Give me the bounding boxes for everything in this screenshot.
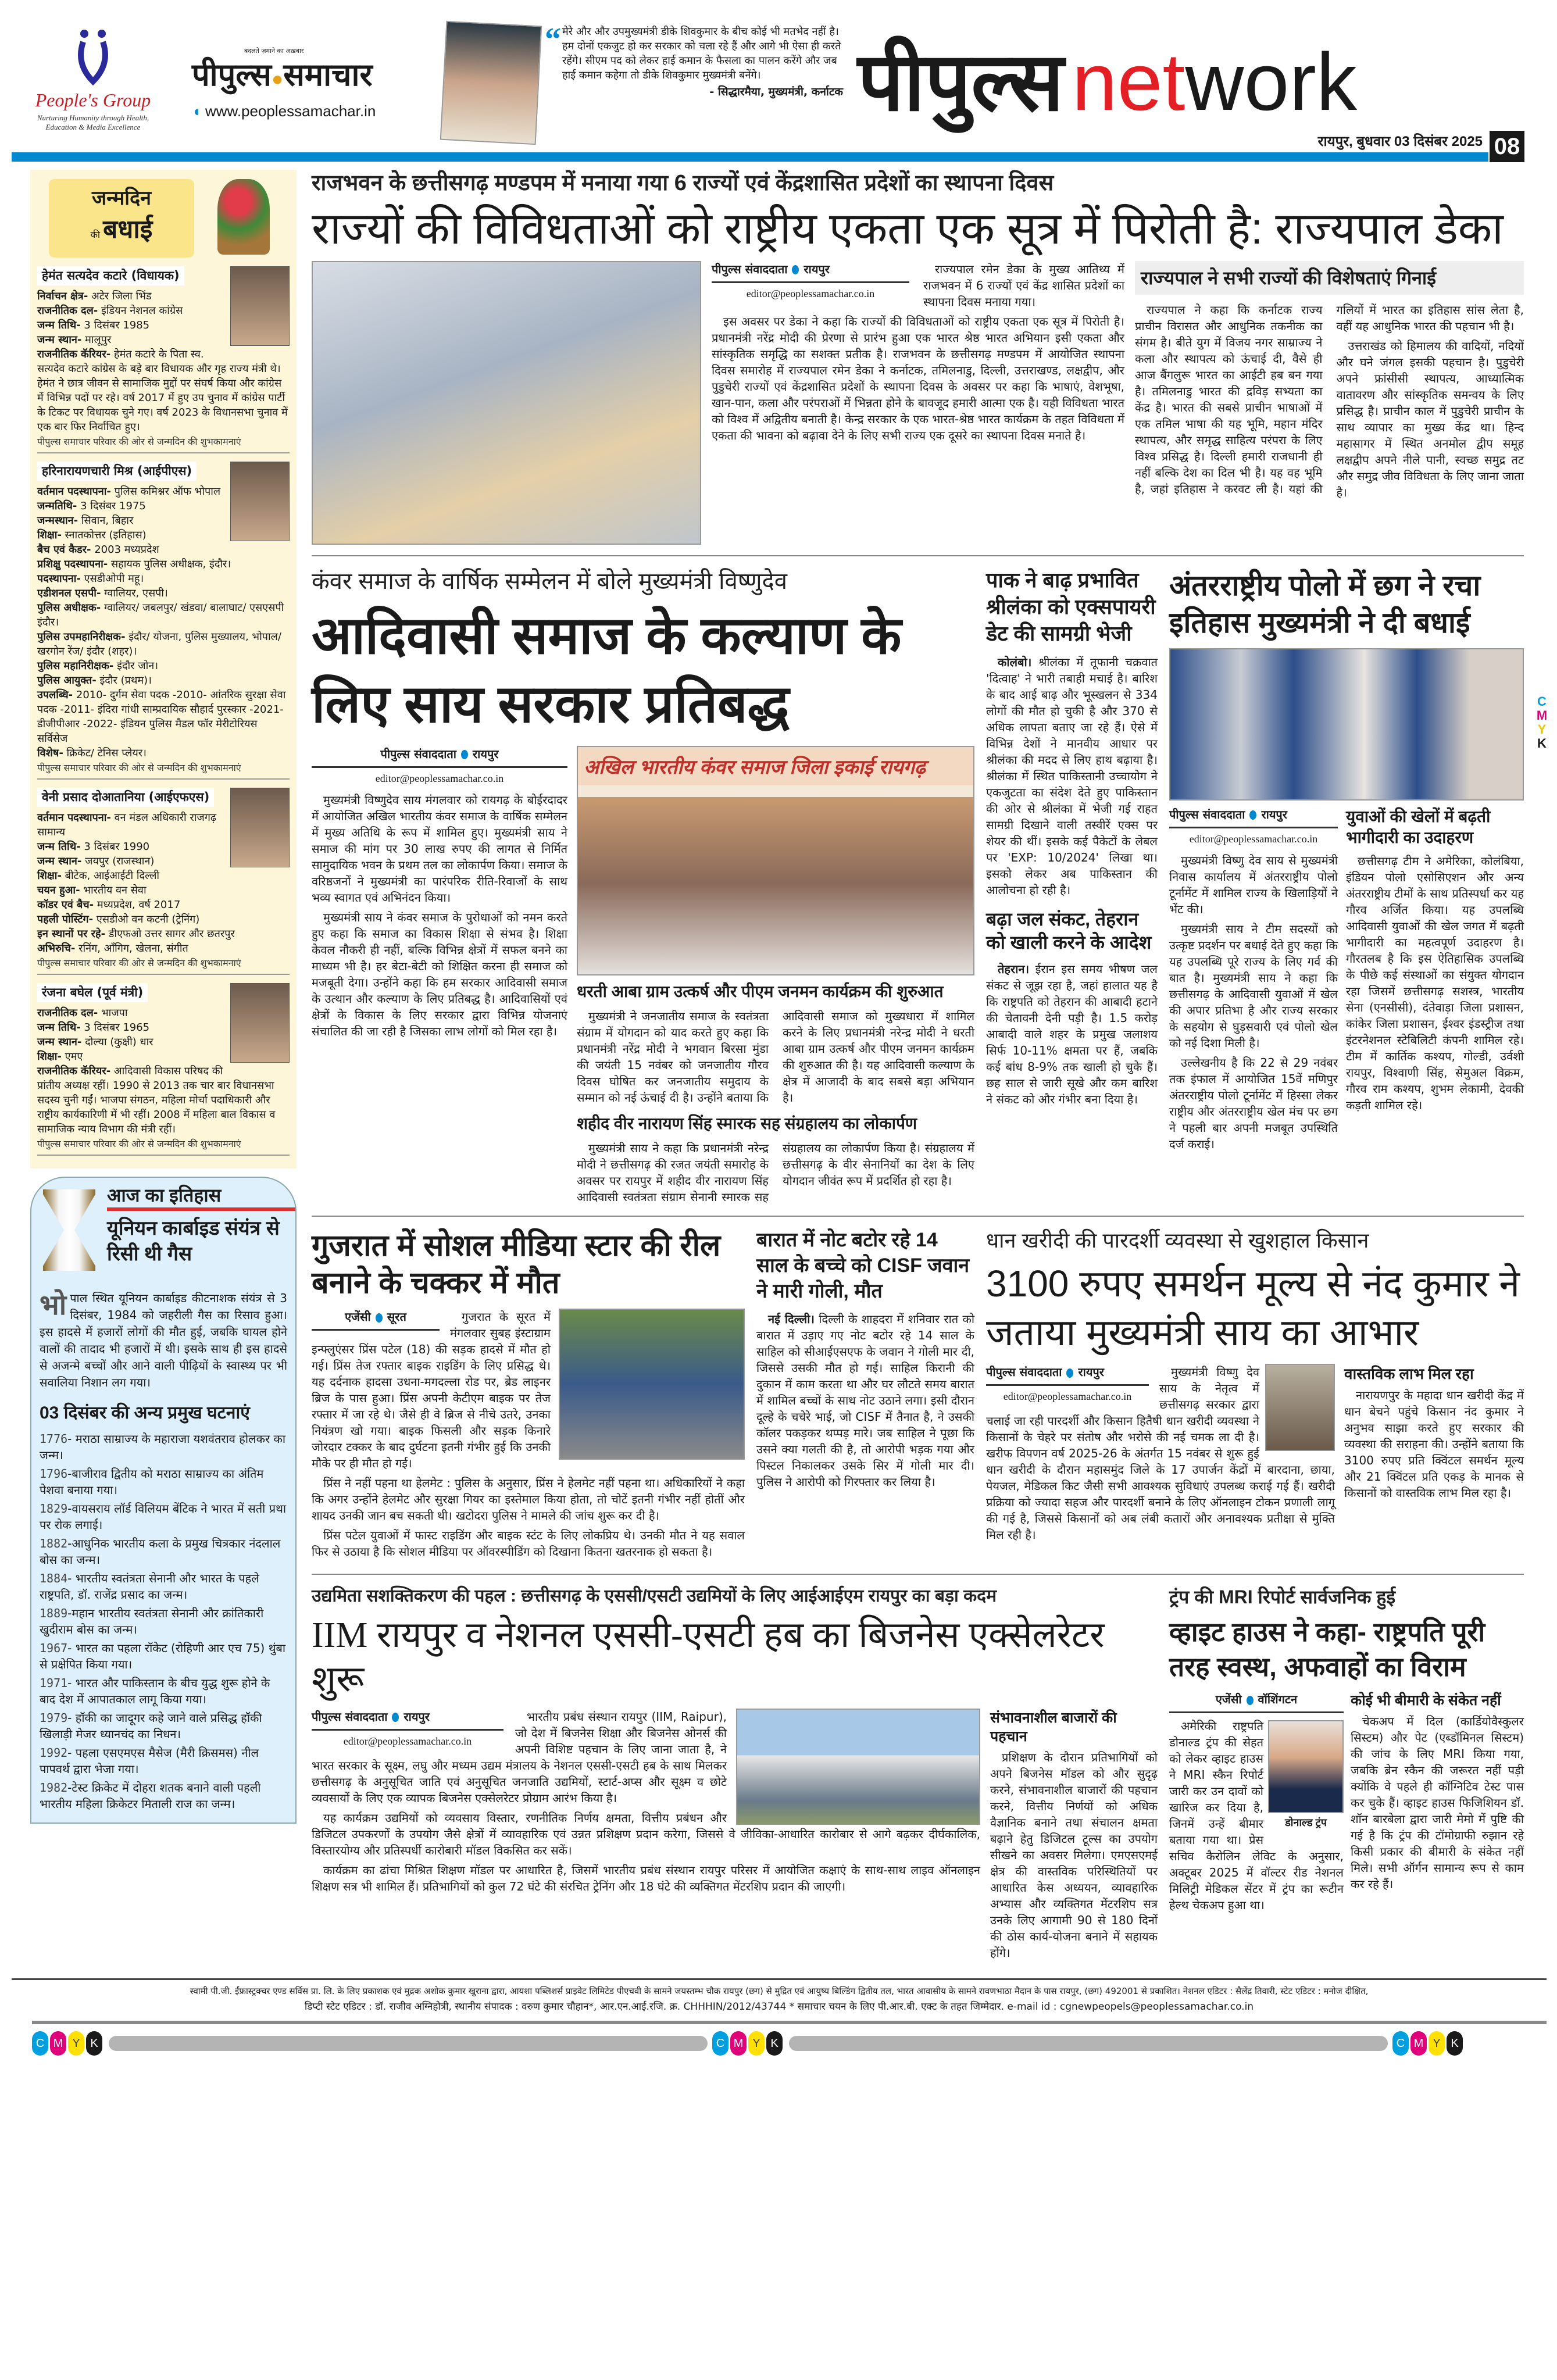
trump-headline: व्हाइट हाउस ने कहा- राष्ट्रपति पूरी तरह स्वस्थ, अफवाहों का विराम xyxy=(1169,1617,1485,1682)
story2-sub1-title: धरती आबा ग्राम उत्कर्ष और पीएम जनमन कार्यक्रम की शुरुआत xyxy=(577,982,944,1000)
water-headline: बढ़ा जल संकट, तेहरान को खाली करने के आदेश xyxy=(986,908,1152,953)
water-body xyxy=(986,961,1158,1107)
portrait-photo xyxy=(230,983,290,1063)
birthday-detail: जन्म तिथि- 3 दिसंबर 1990 xyxy=(37,841,150,853)
event-text: -महान भारतीय स्वतंत्रता सेनानी और क्रांतिकारी खुदीराम बोस का जन्म। xyxy=(40,1606,264,1636)
iim-kicker: उद्यमिता सशक्तिकरण की पहल : छत्तीसगढ़ के एससी/एसटी उद्यमियों के लिए आईआईएम रायपुर का बड़ा कदम xyxy=(312,1586,997,1606)
footer xyxy=(12,1978,1547,2060)
paragraph: मुख्यमंत्री साय ने टीम सदस्यों को उत्कृष्ट प्रदर्शन पर बधाई देते हुए कहा कि यह उपलब्धि पूरे राज्य के लिए गर्व की बात है। मुख्यमंत्री साय ने कहा कि छत्तीसगढ़ के आदिवासी युवाओं में खेल की अपार प्रतिभा है और राज्य सरकार के सहयोग से घुड़सवारी एवं पोलो खेल को नई दिशा मिली है। xyxy=(1169,921,1338,1050)
website-bullet-icon: ◖ xyxy=(192,102,205,120)
birthday-detail: राजनीतिक कॅरियर- आदिवासी विकास परिषद की प्रांतीय अध्यक्ष रहीं। 1990 से 2013 तक चार बार विधानसभा सदस्य चुनी गईं। भाजपा संगठन, महिला मोर्चा पदाधिकारी और राष्ट्रीय कार्यकारिणी में भी रहीं। 2008 में महिला बाल विकास व सामाजिक न्याय विभाग की मंत्री रहीं। xyxy=(37,1065,276,1135)
history-body: पाल स्थित यूनियन कार्बाइड कीटनाशक संयंत्र से 3 दिसंबर, 1984 को जहरीली गैस का रिसाव हुआ। इस हादसे में हजारों लोगों की मौत हुई, जबकि घायल होने वालों की तादाद भी हजारों में थी। इसके साथ ही इस हादसे से अजन्मे बच्चों और आने वाली पीढ़ियों के स्वास्थ्य पर भी सवालिया निशान लग गया। xyxy=(40,1291,287,1389)
detail-label: निर्वाचन क्षेत्र- xyxy=(37,290,88,302)
trump-photo-figure xyxy=(1268,1720,1344,1829)
birthday-detail: शिक्षा- बीटेक, आईआईटी दिल्ली xyxy=(37,870,160,882)
detail-label: शिक्षा- xyxy=(37,870,62,882)
bullet-icon xyxy=(461,750,468,759)
story2-kicker: कंवर समाज के वार्षिक सम्मेलन में बोले मुख्यमंत्री विष्णुदेव xyxy=(312,568,787,594)
quote-author: - सिद्धारमैया, मुख्यमंत्री, कर्नाटक xyxy=(709,85,843,98)
paragraph: प्रशिक्षण के दौरान प्रतिभागियों को अपने बिजनेस मॉडल को और सुदृढ़ करने, संभावनाशील बाजारों की पहचान करने, वित्तीय निर्णयों को अधिक वैज्ञानिक बनाने तथा संचालन क्षमता बढ़ाने हेतु डिजिटल टूल्स का उपयोग सीखने का अवसर मिलेगा। एमएसएमई क्षेत्र की वास्तविक परिस्थितियों पर आधारित केस अध्ययन, व्यावहारिक अभ्यास और व्यक्तिगत मेंटरशिप सत्र उनके लिए आगामी 90 से 180 दिनों की ठोस कार्य-योजना बनाने में सहायक होंगे। xyxy=(990,1750,1158,1960)
event-text: - भारत का पहला रॉकेट (रोहिणी आर एच 75) थुंबा से प्रक्षेपित किया गया। xyxy=(40,1641,286,1671)
gujarat-photo xyxy=(559,1309,745,1460)
iim-byline: पीपुल्स संवाददाता रायपुर xyxy=(312,1709,503,1731)
story2-body xyxy=(312,746,567,1043)
history-headline: यूनियन कार्बाइड संयंत्र से रिसी थी गैस xyxy=(107,1217,280,1265)
paragraph: गुजरात के सूरत में मंगलवार सुबह इंस्टाग्राम इन्फ्लुएंसर प्रिंस पटेल (18) की सड़क हादसे में मौत हो गई। प्रिंस तेज रफ्तार बाइक राइडिंग के लिए प्रसिद्ध थे। यह दर्दनाक हादसा उधना-मगदल्ला रोड पर, ब्रेड लाइनर ब्रिज के पास हुआ। प्रिंस अपनी केटीएम बाइक पर तेज रफ्तार में जा रहे थे। जैसे ही वे ब्रिज से नीचे उतरे, उनका नियंत्रण खो गया। बाइक फिसली और सड़क किनारे जोरदार टक्कर के बाद दुर्घटना इतनी गंभीर हुई कि उनकी मौके पर ही मौत हो गई। xyxy=(312,1310,551,1471)
detail-label: राजनीतिक कॅरियर- xyxy=(37,348,111,360)
history-title: आज का इतिहास xyxy=(107,1182,295,1211)
history-events xyxy=(31,1431,295,1812)
detail-label: वर्तमान पदस्थापना- xyxy=(37,812,111,824)
birthday-detail: उपलब्धि- 2010- दुर्गम सेवा पदक -2010- आंतरिक सुरक्षा सेवा पदक -2011- इंदिरा गांधी साम्प्रदायिक सौहार्द पुरस्कार -2021- डीजीपीआर -2022- इंडियन पुलिस मैडल फॉर मेरीटोरियस सर्विसेज xyxy=(37,689,286,745)
history-event xyxy=(40,1745,287,1777)
page-number: 08 xyxy=(1490,131,1524,162)
detail-label: विशेष- xyxy=(37,747,63,759)
dhan-kicker: धान खरीदी की पारदर्शी व्यवस्था से खुशहाल किसान xyxy=(986,1228,1369,1253)
birthday-name: हरिनारायणचारी मिश्र (आईपीएस) xyxy=(37,462,197,481)
story1-sidebar xyxy=(1135,261,1524,501)
cmyk-k-mark: K xyxy=(766,2031,783,2056)
registration-bar xyxy=(109,2036,708,2051)
story1-body xyxy=(712,261,1124,447)
cmyk-registration-strip xyxy=(32,2031,1547,2060)
birthday-entry xyxy=(37,788,290,975)
quote-box xyxy=(545,22,843,99)
quote-text: मेरे और और उपमुख्यमंत्री डीके शिवकुमार के बीच कोई भी मतभेद नहीं है। हम दोनों एकजुट हो कर सरकार को चला रहे हैं और आगे भी ऐसा ही करते रहेंगे। सीएम पद को लेकर हाई कमान के फैसला का पालन करेंगे और जब हाई कमान कहेगा तो डीके शिवकुमार मुख्यमंत्री बनेंगे। xyxy=(562,26,841,81)
trump-photo-caption: डोनाल्ड ट्रंप xyxy=(1285,1817,1327,1829)
event-year: 1829 xyxy=(40,1502,68,1516)
event-text: - पहला एसएमएस मैसेज (मैरी क्रिसमस) नील पापवर्थ द्वारा भेजा गया। xyxy=(40,1746,259,1776)
event-text: -आधुनिक भारतीय कला के प्रमुख चित्रकार नंदलाल बोस का जन्म। xyxy=(40,1536,281,1567)
history-box xyxy=(30,1177,297,1824)
birthday-detail: जन्म स्थान- जयपुर (राजस्थान) xyxy=(37,855,155,867)
header-rule xyxy=(12,152,1488,162)
birthday-name: वेनी प्रसाद दोआतानिया (आईएफएस) xyxy=(37,788,214,807)
trump-kicker: ट्रंप की MRI रिपोर्ट सार्वजनिक हुई xyxy=(1169,1586,1396,1608)
birthday-wish: पीपुल्स समाचार परिवार की ओर से जन्मदिन की शुभकामनाएं xyxy=(37,434,290,453)
birthday-detail: चयन हुआ- भारतीय वन सेवा xyxy=(37,884,147,896)
detail-label: जन्म तिथि- xyxy=(37,1021,81,1034)
birthday-detail: वर्तमान पदस्थापना- वन मंडल अधिकारी राजगढ़ सामान्य xyxy=(37,812,217,838)
birthday-detail: पुलिस उपमहानिरीक्षक- इंदौर/ योजना, पुलिस मुख्यालय, भोपाल/ खरगोन रेंज/ इंदौर (शहर)। xyxy=(37,631,281,657)
footer-rule-bottom xyxy=(32,2021,1547,2024)
birthday-detail: बैच एवं कैडर- 2003 मध्यप्रदेश xyxy=(37,544,159,556)
pak-headline: पाक ने बाढ़ प्रभावित श्रीलंका को एक्सपायरी डेट की सामग्री भेजी xyxy=(986,567,1156,645)
history-event xyxy=(40,1431,287,1463)
birthday-title-top: जन्मदिन xyxy=(91,187,152,209)
bullet-icon xyxy=(792,265,799,274)
footer-credits: डिप्टी स्टेट एडिटर : डॉ. राजीव अग्निहोत्री, स्थानीय संपादक : वरुण कुमार चौहान*, आर.एन.आई.रजि. क्र. CHHHIN/2012/43744 * समाचार चयन के लिए पी.आर.बी. एक्ट के तहत जिम्मेदार. e-mail id : cgnewpeopels@peoplessamachar.co.in xyxy=(304,2000,1254,2013)
paragraph: चेकअप में दिल (कार्डियोवैस्कुलर सिस्टम) और पेट (एब्डॉमिनल सिस्टम) की जांच के लिए MRI किया गया, जबकि ब्रेन स्कैन की जरूरत नहीं पड़ी क्योंकि वे पहले ही कॉग्निटिव टेस्ट पास कर चुके हैं। व्हाइट हाउस फिजिशियन डॉ. शॉन बारबेला द्वारा जारी मेमो में पुष्टि की गई है कि ट्रंप की टॉमोग्राफी रुझान रहे किसी प्रकार की बीमारी के संकेत नहीं मिले। सभी ऑर्गन सामान्य रूप से काम कर रहे हैं। xyxy=(1351,1714,1524,1892)
bullet-icon xyxy=(392,1713,399,1722)
gujarat-story xyxy=(312,1227,745,1563)
detail-label: अभिरुचि- xyxy=(37,942,76,955)
birthday-detail: निर्वाचन क्षेत्र- अटेर जिला भिंड xyxy=(37,290,152,302)
dhan-headline: 3100 रुपए समर्थन मूल्य से नंद कुमार ने जताया मुख्यमंत्री साय का आभार xyxy=(986,1263,1520,1354)
iim-headline: IIM रायपुर व नेशनल एससी-एसटी हब का बिजनेस एक्सेलरेटर शुरू xyxy=(312,1615,1105,1699)
story1-email[interactable]: editor@peoplessamachar.co.in xyxy=(746,287,875,299)
registration-bar xyxy=(789,2036,1388,2051)
story1 xyxy=(312,170,1524,545)
detail-label: चयन हुआ- xyxy=(37,884,80,896)
paragraph: उल्लेखनीय है कि 22 से 29 नवंबर तक इंफाल में आयोजित 15वें मणिपुर अंतरराष्ट्रीय पोलो टूर्नामेंट में हिस्सा लेकर राष्ट्रीय और अंतरराष्ट्रीय खेल मंच पर छग ने पहली बार अपनी मजबूत उपस्थिति दर्ज कराई। xyxy=(1169,1055,1338,1151)
story1-sidebar-text xyxy=(1135,302,1524,501)
story2-text xyxy=(312,792,567,1039)
trump-byline: एजेंसी वॉशिंगटन xyxy=(1169,1691,1344,1713)
dhan-email[interactable]: editor@peoplessamachar.co.in xyxy=(1003,1391,1132,1403)
event-text: - भारत और पाकिस्तान के बीच युद्ध शुरू होने के बाद देश में आपातकाल लागू किया गया। xyxy=(40,1676,270,1706)
event-year: 1992 xyxy=(40,1746,68,1760)
birthday-detail: जन्म स्थान- मालूपुर xyxy=(37,334,112,346)
cmyk-k-mark: K xyxy=(86,2031,102,2056)
paragraph: मुख्यमंत्री ने जनजातीय समाज के स्वतंत्रता संग्राम में योगदान को याद करते हुए कहा कि प्रधानमंत्री नरेंद्र मोदी ने भगवान बिरसा मुंडा की जयंती 15 नवंबर को जनजातीय गौरव दिवस घोषित कर जनजातीय समुदाय के सम्मान को नई ऊंचाई दी है। उन्होंने बताया कि आदिवासी समाज को मुख्यधारा में शामिल करने के लिए प्रधानमंत्री नरेन्द्र मोदी ने धरती आबा ग्राम उत्कर्ष और पीएम जनमन कार्यक्रम की शुरुआत की है। यह आदिवासी कल्याण के क्षेत्र में आजादी के बाद सबसे बड़ा अभियान है। xyxy=(577,1009,974,1105)
event-text: - मराठा साम्राज्य के महाराजा यशवंतराव होलकर का जन्म। xyxy=(40,1432,286,1462)
cmyk-m-mark: M xyxy=(730,2031,747,2056)
paper-name-left: पीपुल्स xyxy=(192,58,272,92)
detail-label: राजनीतिक कॅरियर- xyxy=(37,1065,111,1077)
polo-sidebar-text xyxy=(1346,853,1524,1113)
bullet-icon xyxy=(1249,810,1256,820)
paper-name-right: समाचार xyxy=(283,58,373,92)
group-name: People's Group xyxy=(35,90,151,110)
cmyk-k-mark: K xyxy=(1447,2031,1463,2056)
quote-mark-icon: “ xyxy=(545,22,561,58)
water-dateline: तेहरान। xyxy=(998,962,1030,976)
story2-sub2-title: शहीद वीर नारायण सिंह स्मारक सह संग्रहालय का लोकार्पण xyxy=(577,1114,917,1133)
birthday-column xyxy=(30,170,297,1168)
history-event xyxy=(40,1710,287,1742)
detail-label: शिक्षा- xyxy=(37,529,62,541)
detail-label: पुलिस अधीक्षक- xyxy=(37,602,101,614)
baraat-headline: बारात में नोट बटोर रहे 14 साल के बच्चे को CISF जवान ने मारी गोली, मौत xyxy=(756,1229,970,1303)
birthday-entry xyxy=(37,983,290,1156)
event-text: -बाजीराव द्वितीय को मराठा साम्राज्य का अंतिम पेशवा बनाया गया। xyxy=(40,1467,264,1497)
paragraph: अमेरिकी राष्ट्रपति डोनाल्ड ट्रंप की सेहत को लेकर व्हाइट हाउस ने MRI स्कैन रिपोर्ट जारी कर उन दावों को खारिज कर दिया है, जिनमें उन्हें बीमार बताया गया था। प्रेस सचिव कैरोलिन लेविट के अनुसार, अक्टूबर 2025 में वॉल्टर रीड नेशनल मिलिट्री मेडिकल सेंटर में ट्रंप का रूटीन हेल्थ चेकअप हुआ था। xyxy=(1169,1719,1344,1913)
gujarat-byline: एजेंसी सूरत xyxy=(312,1309,440,1331)
birthday-detail: शिक्षा- एमए xyxy=(37,1050,83,1063)
birthday-detail: जन्म स्थान- दोल्या (कुक्षी) धार xyxy=(37,1036,153,1048)
dhan-byline: पीपुल्स संवाददाता रायपुर xyxy=(986,1364,1149,1386)
story2-headline: आदिवासी समाज के कल्याण के लिए साय सरकार प्रतिबद्ध xyxy=(312,606,902,734)
network-black: work xyxy=(1185,36,1357,127)
story2-email[interactable]: editor@peoplessamachar.co.in xyxy=(375,772,504,784)
detail-label: पुलिस आयुक्त- xyxy=(37,674,97,687)
history-event xyxy=(40,1570,287,1603)
cmyk-y-mark: Y xyxy=(1429,2031,1445,2056)
baraat-text: दिल्ली के शाहदरा में शनिवार रात को बारात में उड़ाए गए नोट बटोर रहे 14 साल के साहिल को सीआईएसएफ के जवान ने गोली मार दी, जिससे उसकी मौत हो गई। साहिल किरानी की दुकान में काम करता था और घर लौटते समय बारात में शामिल बच्चों के साथ नोट उठाने लगा। इसी दौरान दूल्हे के चचेरे भाई, जो CISF में तैनात है, ने उसकी कॉलर पकड़कर थप्पड़ मारे। जब साहिल ने पूछा कि उसने क्या गलती की है, तो आरोपी भड़क गया और पिस्टल निकालकर उसके सिर में गोली मार दी। पुलिस ने आरोपी को गिरफ्तार कर लिया है। xyxy=(756,1312,974,1489)
iim-photo xyxy=(736,1709,980,1825)
history-event xyxy=(40,1779,287,1812)
detail-label: जन्म स्थान- xyxy=(37,334,82,346)
cmyk-m: M xyxy=(1536,708,1548,723)
iim-side-title: संभावनाशील बाजारों की पहचान xyxy=(990,1709,1117,1745)
birthday-detail: जन्म तिथि- 3 दिसंबर 1965 xyxy=(37,1021,150,1034)
cmyk-side-mark xyxy=(1535,695,1549,751)
cmyk-y: Y xyxy=(1537,722,1547,737)
detail-label: जन्म तिथि- xyxy=(37,319,81,331)
birthday-list xyxy=(30,266,297,1156)
dhan-sidebar-text xyxy=(1344,1387,1524,1501)
bullet-icon xyxy=(1247,1696,1254,1705)
detail-label: जन्मतिथि- xyxy=(37,500,77,512)
dhan-photo xyxy=(1265,1364,1335,1451)
paper-tagline: बदलते ज़माने का अख़बार xyxy=(244,47,304,55)
trump-story xyxy=(1169,1585,1524,1917)
dateline: रायपुर, बुधवार 03 दिसंबर 2025 xyxy=(1317,134,1483,149)
pak-text: श्रीलंका में तूफानी चक्रवात 'दित्वाह' ने भारी तबाही मचाई है। बारिश के बाद आई बाढ़ और भूस्खलन से 334 लोगों की मौत हो चुकी है और 370 से अधिक लापता बताए जा रहे हैं। ऐसे में विभिन्न देशों ने मानवीय आधार पर श्रीलंका की मदद से लिए हाथ बढ़ाया है। श्रीलंका में स्थित पाकिस्तानी उच्चायोग ने एकजुटता का संदेश देते हुए पाकिस्तान की ओर से श्रीलंका में भेजी गई राहत सामग्री दिखाने वाली तस्वीरें एक्स पर शेयर की थीं। इसके कई पैकेटों के लेबल पर 'EXP: 10/2024' लिखा था। इसको लेकर अब पाकिस्तान की आलोचना हो रही है। xyxy=(986,655,1158,897)
detail-label: पुलिस उपमहानिरीक्षक- xyxy=(37,631,126,643)
detail-label: पदस्थापना- xyxy=(37,573,81,585)
pak-water-column xyxy=(986,567,1158,1111)
polo-text xyxy=(1169,852,1338,1152)
birthday-wish: पीपुल्स समाचार परिवार की ओर से जन्मदिन की शुभकामनाएं xyxy=(37,956,290,975)
birthday-detail: राजनीतिक दल- इंडियन नेशनल कांग्रेस xyxy=(37,305,183,317)
paragraph: नारायणपुर के महादा धान खरीदी केंद्र में धान बेचने पहुंचे किसान नंद कुमार ने अनुभव साझा करते हुए सरकार की व्यवस्था की सराहना की। उन्होंने बताया कि 3100 रुपए प्रति क्विंटल समर्थन मूल्य और 21 क्विंटल प्रति एकड़ के मानक से किसानों को वास्तविक लाभ मिल रहा है। xyxy=(1344,1388,1524,1500)
story2-sub1-text xyxy=(577,1008,974,1107)
detail-label: वर्तमान पदस्थापना- xyxy=(37,485,111,498)
paragraph: प्रिंस पटेल युवाओं में फास्ट राइडिंग और बाइक स्टंट के लिए लोकप्रिय थे। उनकी मौत ने यह सवाल फिर से उठाया है कि सोशल मीडिया पर ऑवरस्पीडिंग को दिखाना कितना खतरनाक हो सकता है। xyxy=(312,1528,745,1559)
footer-rule-top xyxy=(12,1978,1547,1980)
cmyk-c-mark: C xyxy=(712,2031,728,2056)
event-text: -टेस्ट क्रिकेट में दोहरा शतक बनाने वाली पहली भारतीय महिला क्रिकेटर मिताली राज का जन्म। xyxy=(40,1781,261,1811)
divider xyxy=(312,1216,1524,1217)
paragraph: यह कार्यक्रम उद्यमियों को व्यवसाय विस्तार, रणनीतिक निर्णय क्षमता, वित्तीय प्रबंधन और डिजिटल उपकरणों के उपयोग जैसे क्षेत्रों में व्यावहारिक एवं उन्नत प्रशिक्षण प्रदान करेगा, जिससे वे जीविका-आधारित कारोबार से आगे बढ़कर दीर्घकालिक, विस्तारयोग्य और प्रतिस्पर्धी कारोबारी मॉडल विकसित कर सकें। xyxy=(312,1810,980,1857)
birthday-detail: जन्म तिथि- 3 दिसंबर 1985 xyxy=(37,319,150,331)
detail-label: जन्मस्थान- xyxy=(37,514,78,527)
baraat-dateline: नई दिल्ली। xyxy=(768,1312,815,1327)
birthday-banner xyxy=(37,173,290,260)
trump-photo xyxy=(1268,1720,1344,1813)
iim-body xyxy=(312,1709,980,1898)
detail-label: प्रशिक्षु पदस्थापना- xyxy=(37,558,108,570)
birthday-detail: पुलिस महानिरीक्षक- इंदौर जोन। xyxy=(37,660,159,672)
divider xyxy=(312,555,1524,556)
paragraph: प्रिंस ने नहीं पहना था हेलमेट : पुलिस के अनुसार, प्रिंस ने हेलमेट नहीं पहना था। अधिकारियों ने कहा कि अगर उन्होंने हेलमेट और सुरक्षा गियर का इस्तेमाल किया होता, तो चोटें इतनी गंभीर नहीं होतीं और शायद उनकी जान बच सकती थी। खटोदरा पुलिस ने मामले की जांच शुरू कर दी है। xyxy=(312,1476,745,1523)
birthday-wish: पीपुल्स समाचार परिवार की ओर से जन्मदिन की शुभकामनाएं xyxy=(37,1137,290,1156)
birthday-detail: वर्तमान पदस्थापना- पुलिस कमिश्नर ऑफ भोपाल xyxy=(37,485,221,498)
paragraph: छत्तीसगढ़ टीम ने अमेरिका, कोलंबिया, इंडियन पोलो एसोसिएशन और अन्य अंतरराष्ट्रीय टीमों के साथ प्रतिस्पर्धा कर यह गौरव अर्जित किया। यह उपलब्धि आदिवासी युवाओं की खेल जगत में बढ़ती भागीदारी का महत्वपूर्ण उदाहरण है। गौरतलब है कि इस ऐतिहासिक उपलब्धि के पीछे कई संस्थाओं का संयुक्त योगदान रहा जिसमें छत्तीसगढ़ सशस्त्र, भारतीय सेना (एनसीसी), दंतेवाड़ा जिला प्रशासन, कांकेर जिला प्रशासन, ईश्वर इंडस्ट्रीज तथा इंटरनेशनल स्टेबिलिटी कंपनी शामिल रहे। टीम में कार्तिक कश्यप, गोल्डी, उर्वशी रायपुर, विश्वाणी सिंह, सेमुअल विक्रम, गौरव राम कश्यप, शुभम लेकामी, देवकी कड़ती शामिल रहे। xyxy=(1346,853,1524,1112)
paragraph: उत्तराखंड को हिमालय की वादियों, नदियों और घने जंगल इसकी पहचान है। पुडुचेरी अपने फ्रांसीसी स्थापत्य, आध्यात्मिक वातावरण और सांस्कृतिक समन्वय के लिए प्रसिद्ध है। प्राचीन काल में पुडुचेरी प्राचीन के साथ व्यापार का मुख्य केंद्र था। हिन्द महासागर में स्थित अनमोल द्वीप समूह लक्षद्वीप अपने नीले पानी, स्वच्छ समुद्र तट और समुद्र जीव विविधता के लिए जाना जाता है। xyxy=(1336,338,1524,499)
cmyk-m-mark: M xyxy=(50,2031,66,2056)
page-content xyxy=(30,170,1524,1964)
birthday-title-bottom: बधाई xyxy=(103,215,153,244)
story2-photo xyxy=(577,746,974,975)
group-tagline: Nurturing Humanity through Health, Education & Media Excellence xyxy=(37,113,149,131)
event-year: 1796 xyxy=(40,1467,68,1481)
peoples-group-emblem-icon xyxy=(73,29,113,87)
cmyk-c-mark: C xyxy=(1392,2031,1409,2056)
detail-label: उपलब्धि- xyxy=(37,689,73,701)
birthday-detail: राजनीतिक दल- भाजपा xyxy=(37,1007,128,1019)
cmyk-k: K xyxy=(1537,736,1547,751)
pak-body xyxy=(986,654,1158,898)
birthday-detail: पुलिस आयुक्त- इंदौर (प्रथम)। xyxy=(37,674,152,687)
siddaramaiah-photo xyxy=(440,21,542,145)
story1-photo xyxy=(312,261,701,545)
polo-story xyxy=(1169,567,1524,1156)
event-text: -वायसराय लॉर्ड विलियम बेंटिक ने भारत में सती प्रथा पर रोक लगाई। xyxy=(40,1502,287,1532)
detail-label: बैच एवं कैडर- xyxy=(37,544,91,556)
event-year: 1982 xyxy=(40,1781,68,1795)
flower-basket-icon xyxy=(217,179,270,255)
story1-kicker: राजभवन के छत्तीसगढ़ मण्डपम में मनाया गया 6 राज्यों एवं केंद्रशासित प्रदेशों का स्थापना दिवस xyxy=(312,171,1054,195)
iim-email[interactable]: editor@peoplessamachar.co.in xyxy=(343,1735,472,1747)
iim-story xyxy=(312,1585,1158,1964)
gujarat-body xyxy=(312,1309,745,1560)
iim-side xyxy=(990,1709,1158,1964)
website-link[interactable]: ◖ www.peoplessamachar.in xyxy=(192,102,376,120)
cmyk-c-mark: C xyxy=(32,2031,48,2056)
polo-headline: अंतरराष्ट्रीय पोलो में छग ने रचा इतिहास मुख्यमंत्री ने दी बधाई xyxy=(1169,569,1481,639)
birthday-detail: प्रशिक्षु पदस्थापना- सहायक पुलिस अधीक्षक, इंदौर। xyxy=(37,558,231,570)
dhan-sidebar-title: वास्तविक लाभ मिल रहा xyxy=(1344,1365,1474,1383)
history-event xyxy=(40,1640,287,1673)
bullet-icon xyxy=(1066,1368,1073,1378)
paragraph: मुख्यमंत्री विष्णु देव साय से मुख्यमंत्री निवास कार्यालय में अंतरराष्ट्रीय पोलो टूर्नामेंट में शामिल राज्य के खिलाड़ियों ने भेंट की। xyxy=(1169,853,1338,916)
bullet-icon xyxy=(376,1313,383,1323)
event-text: - भारतीय स्वतंत्रता सेनानी और भारत के पहले राष्ट्रपति, डॉ. राजेंद्र प्रसाद का जन्म। xyxy=(40,1571,259,1602)
paragraph: कार्यक्रम का ढांचा मिश्रित शिक्षण मॉडल पर आधारित है, जिसमें भारतीय प्रबंध संस्थान रायपुर परिसर में आयोजित कक्षाएं के साथ-साथ लाइव ऑनलाइन शिक्षण सत्र भी शामिल हैं। प्रतिभागियों को कुल 72 घंटे की संरचित ट्रेनिंग और 18 घंटे की व्यक्तिगत मेंटरशिप प्रदान की जाएगी। xyxy=(312,1863,980,1893)
footer-imprint: स्वामी पी.जी. ईंफ्रास्ट्रक्चर एण्ड सर्विस प्रा. लि. के लिए प्रकाशक एवं मुद्रक अशोक कुमार खुराना द्वारा, आयशा पब्लिशर्स प्राइवेट लिमिटेड पीएचवी के सामने जयस्तम्भ चौक रायपुर (छग) से मुद्रित एवं आयुष्य बिल्डिंग द्वितीय तल, भारत आवासीय के सामने रावणभाठा मैदान के पास रायपुर, (छग) 492001 से प्रकाशित। नेशनल एडिटर : सैलेंद्र तिवारी, स्टेट एडिटर : मनोज दीक्षित, xyxy=(190,1985,1369,1996)
history-event xyxy=(40,1500,287,1533)
polo-sidebar-title: युवाओं की खेलों में बढ़ती भागीदारी का उदाहरण xyxy=(1346,807,1491,846)
main-area xyxy=(312,170,1524,1964)
polo-body xyxy=(1169,806,1338,1156)
baraat-story xyxy=(756,1227,974,1493)
history-event xyxy=(40,1466,287,1498)
story2 xyxy=(312,567,974,1205)
peoples-network-logo xyxy=(858,23,1520,128)
hourglass-icon xyxy=(43,1189,95,1271)
paragraph: राज्यपाल रमेन डेका के मुख्य आतिथ्य में राजभवन में 6 राज्यों एवं केंद्र शासित प्रदेशों का स्थापना दिवस मनाया गया। xyxy=(923,262,1124,309)
portrait-photo xyxy=(230,462,290,541)
trump-side-text xyxy=(1351,1713,1524,1892)
birthday-detail: जन्मस्थान- सिवान, बिहार xyxy=(37,514,134,527)
birthday-title-mid: की xyxy=(90,229,101,240)
portrait-photo xyxy=(230,266,290,346)
paragraph: राज्यपाल ने कहा कि कर्नाटक राज्य प्राचीन विरासत और आधुनिक तकनीक का संगम है। बीते युग में विजय नगर साम्राज्य ने कला और स्थापत्य को ऊंचाई दी, वैसे ही आज बैंगलुरू भारत का आईटी हब बन गया है। तमिलनाडु भारत की द्रविड़ सभ्यता का केंद्र है। भारत की सबसे प्राचीन भाषाओं में एक तमिल भाषा की यह भूमि, महान मंदिर स्थापत्य, और समृद्ध साहित्य परंपरा के लिए विश्व प्रसिद्ध है। दिल्ली हमारी राजधानी ही नहीं बल्कि देश का दिल भी है। यह वह भूमि है, जहां इतिहास ने करवट ली है। यहां की गलियों में भारत का इतिहास सांस लेता है, वहीं यह आधुनिक भारत की पहचान भी है। xyxy=(1135,302,1524,496)
detail-label: शिक्षा- xyxy=(37,1050,62,1063)
event-year: 1967 xyxy=(40,1641,68,1655)
birthday-detail: राजनीतिक कॅरियर- हेमंत कटारे के पिता स्व. सत्यदेव कटारे कांग्रेस के बड़े बार विधायक और गृह राज्य मंत्री थे। हेमंत ने छात्र जीवन से सामाजिक मुद्दों पर संघर्ष किया और कांग्रेस में विभिन्न पदों पर रहे। वर्ष 2017 में हुए उप चुनाव में कांग्रेस पार्टी के टिकट पर विधायक चुने गए। वर्ष 2023 के विधानसभा चुनाव में एक बार फिर निर्वाचित हुए। xyxy=(37,348,288,433)
peoples-group-logo xyxy=(23,29,163,132)
birthday-detail: पुलिस अधीक्षक- ग्वालियर/ जबलपुर/ खंडवा/ बालाघाट/ एसएसपी इंदौर। xyxy=(37,602,284,628)
birthday-detail: अभिरुचि- रनिंग, ऑंगिग, खेलना, संगीत xyxy=(37,942,188,955)
event-year: 1776 xyxy=(40,1432,68,1446)
history-event xyxy=(40,1605,287,1638)
paragraph: मुख्यमंत्री साय ने कहा कि प्रधानमंत्री नरेन्द्र मोदी ने छत्तीसगढ़ की रजत जयंती समारोह के अवसर पर रायपुर में शहीद वीर नारायण सिंह आदिवासी स्वतंत्रता संग्राम सेनानी स्मारक सह संग्रहालय का लोकार्पण किया है। संग्रहालय में छत्तीसगढ़ के वीर सेनानियों का देश के लिए योगदान जीवंत रूप में प्रदर्शित हो रहा है। xyxy=(577,1141,974,1205)
network-red: net xyxy=(1072,36,1185,127)
polo-photo xyxy=(1169,648,1524,801)
paragraph: मुख्यमंत्री साय ने कंवर समाज के पुरोधाओं को नमन करते हुए कहा कि समाज का विकास शिक्षा से संभव है। शिक्षा केवल नौकरी ही नहीं, बल्कि विभिन्न क्षेत्रों में सफल बनने का माध्यम भी है। हर बेटा-बेटी को शिक्षित करना ही समाज को मजबूती देगा। उन्होंने कहा कि हम सरकार आदिवासी समाज के उत्थान और कल्याण के लिए प्रतिबद्ध है। आदिवासियों एवं क्षेत्रों के विकास के लिए सरकार द्वारा विभिन्न योजनाएं संचालित की जा रही है जिसका लाभ लोगों को मिल रहा है। xyxy=(312,910,567,1038)
trump-side-title: कोई भी बीमारी के संकेत नहीं xyxy=(1351,1692,1501,1709)
history-events-title: 03 दिसंबर की अन्य प्रमुख घटनाएं xyxy=(40,1403,250,1423)
water-text: ईरान इस समय भीषण जल संकट से जूझ रहा है, जहां हालात यह है कि राष्ट्रपति को तेहरान की आबादी हटाने की चेतावनी देनी पड़ी है। 1.5 करोड़ आबादी वाले शहर के प्रमुख जलाशय सिर्फ 10-11% क्षमता पर हैं, जबकि कई बांध 8-9% तक खाली हो चुके हैं। छह साल से जारी सूखे और कम बारिश ने संकट को और गंभीर बना दिया है। xyxy=(986,962,1158,1106)
polo-byline: पीपुल्स संवाददाता रायपुर xyxy=(1169,806,1338,828)
cmyk-c: C xyxy=(1537,694,1547,709)
detail-label: पुलिस महानिरीक्षक- xyxy=(37,660,114,672)
story1-headline: राज्यों की विविधताओं को राष्ट्रीय एकता एक सूत्र में पिरोती है: राज्यपाल डेका xyxy=(312,203,1504,253)
trump-body xyxy=(1169,1691,1344,1917)
cmyk-m-mark: M xyxy=(1410,2031,1427,2056)
detail-label: राजनीतिक दल- xyxy=(37,305,98,317)
dhan-body xyxy=(986,1364,1335,1546)
portrait-photo xyxy=(230,788,290,867)
cmyk-y-mark: Y xyxy=(68,2031,84,2056)
polo-sidebar xyxy=(1346,806,1524,1117)
paper-masthead xyxy=(192,47,436,120)
detail-label: इन स्थानों पर रहे- xyxy=(37,928,106,940)
story2-sub2-text xyxy=(577,1140,974,1205)
dhan-story xyxy=(986,1227,1524,1546)
cmyk-y-mark: Y xyxy=(748,2031,765,2056)
iim-side-text xyxy=(990,1749,1158,1961)
birthday-detail: इन स्थानों पर रहे- डीएफओ उत्तर सागर और छतरपुर xyxy=(37,928,235,940)
pak-dateline: कोलंबो। xyxy=(998,655,1032,669)
birthday-detail: कॉडर एवं बैच- मध्यप्रदेश, वर्ष 2017 xyxy=(37,899,181,911)
event-year: 1882 xyxy=(40,1536,68,1550)
trump-side xyxy=(1351,1691,1524,1896)
detail-label: कॉडर एवं बैच- xyxy=(37,899,94,911)
dhan-sidebar xyxy=(1344,1364,1524,1505)
baraat-body xyxy=(756,1311,974,1490)
detail-label: पहली पोस्टिंग- xyxy=(37,913,94,925)
birthday-detail: एडीशनल एसपी- ग्वालियर, एसपी। xyxy=(37,587,168,599)
gujarat-headline: गुजरात में सोशल मीडिया स्टार की रील बनाने के चक्कर में मौत xyxy=(312,1229,721,1300)
paragraph: मुख्यमंत्री विष्णु देव साय के नेतृत्व में छत्तीसगढ़ सरकार द्वारा चलाई जा रही पारदर्शी और किसान हितैषी धान खरीदी व्यवस्था ने किसानों के चेहरे पर संतोष और भरोसे की नई चमक ला दी है। खरीफ विपणन वर्ष 2025-26 के अंतर्गत 15 नवंबर से शुरू हुई धान खरीदी के दौरान महासमुंद जिले के 17 उपार्जन केंद्रों में बारदाना, छाया, पेयजल, मेडिकल किट जैसी सभी आवश्यक सुविधाएं उपलब्ध कराई गई हैं। खरीदी प्रक्रिया को ज्यादा सहज और पारदर्शी बनाने के लिए ऑनलाइन टोकन प्रणाली लागू की गई है, जिससे किसानों को अब लंबी कतारों और अनावश्यक प्रतीक्षा से मुक्ति मिल रही है। xyxy=(986,1365,1335,1542)
paragraph: भारतीय प्रबंध संस्थान रायपुर (IIM, Raipur), जो देश में बिजनेस शिक्षा और बिजनेस ओनर्स की अपनी विशिष्ट पहचान के लिए जाना जाता है, ने भारत सरकार के सूक्ष्म, लघु और मध्यम उद्यम मंत्रालय के नेशनल एससी-एसटी हब के साथ मिलकर छत्तीसगढ़ के अनुसूचित जाति एवं अनुसूचित जनजाति उद्यमियों, स्टार्ट-अप्स और सूक्ष्म व छोटे व्यवसायों के लिए एक व्यापक बिजनेस एक्सेलरेटर प्रोग्राम आरंभ किया है। xyxy=(312,1709,727,1805)
pin-icon: ● xyxy=(271,68,284,90)
history-event xyxy=(40,1675,287,1707)
birthday-name: रंजना बघेल (पूर्व मंत्री) xyxy=(37,983,148,1002)
paragraph: मुख्यमंत्री विष्णुदेव साय मंगलवार को रायगढ़ के बोईरदादर में आयोजित अखिल भारतीय कंवर समाज के वार्षिक सम्मेलन में मुख्य अतिथि के रूप में शामिल हुए। मुख्यमंत्री साय ने समाज की मांग पर 30 लाख रुपए की लागत से निर्मित सामुदायिक भवन के प्रथम तल का लोकार्पण किया। समाज के वरिष्ठजनों ने मुख्यमंत्री का पारंपरिक रीति-रिवाजों के साथ भव्य स्वागत एवं अभिनंदन किया। xyxy=(312,792,567,905)
polo-email[interactable]: editor@peoplessamachar.co.in xyxy=(1189,832,1318,845)
birthday-entry xyxy=(37,462,290,780)
event-year: 1884 xyxy=(40,1571,68,1585)
story1-sidebar-title: राज्यपाल ने सभी राज्यों की विशेषताएं गिनाई xyxy=(1135,261,1524,295)
event-text: - हॉकी का जादूगर कहे जाने वाले प्रसिद्ध हॉकी खिलाड़ी मेजर ध्यानचंद का निधन। xyxy=(40,1711,262,1741)
detail-label: एडीशनल एसपी- xyxy=(37,587,101,599)
birthday-detail: पदस्थापना- एसडीओपी महू। xyxy=(37,573,144,585)
birthday-wish: पीपुल्स समाचार परिवार की ओर से जन्मदिन की शुभकामनाएं xyxy=(37,760,290,780)
detail-label: जन्म स्थान- xyxy=(37,1036,82,1048)
network-hindi: पीपुल्स xyxy=(858,36,1064,127)
birthday-detail: पहली पोस्टिंग- एसडीओ वन कटनी (ट्रेनिंग) xyxy=(37,913,200,925)
story1-byline: पीपुल्स संवाददाता रायपुर xyxy=(712,261,909,283)
paragraph: इस अवसर पर डेका ने कहा कि राज्यों की विविधताओं को राष्ट्रीय एकता एक सूत्र में पिरोती है। प्रधानमंत्री नरेंद्र मोदी की प्रेरणा से प्रारंभ हुआ एक भारत श्रेष्ठ भारत अभियान इसी एकता और सांस्कृतिक समृद्धि का सशक्त प्रतीक है। राजभवन के छत्तीसगढ़ मण्डपम में आयोजित स्थापना दिवस समारोह में राज्यपाल रमेन डेका ने कर्नाटक, तमिलनाडु, दिल्ली, उत्तराखण्ड, लक्षद्वीप, और पुडुचेरी राज्यों एवं केंद्रशासित प्रदेशों के स्थापना दिवस के अवसर पर कहा कि भाषाएं, वेशभूषा, खान-पान, कला और परंपराओं में भिन्नता होने के बावजूद हमारी आत्मा एक है। यही विविधता भारत को विश्व में अद्वितीय बनाती है। केन्द्र सरकार के एक भारत-श्रेष्ठ भारत कार्यक्रम के तहत विविधता में एकता की भावना को बढ़ावा देने के लिए सभी राज्य एक दूसरे का स्थापना दिवस मनाते है। xyxy=(712,314,1124,442)
divider xyxy=(312,1574,1524,1575)
birthday-detail: विशेष- क्रिकेट/ टेनिस प्लेयर। xyxy=(37,747,147,759)
detail-label: जन्म तिथि- xyxy=(37,841,81,853)
detail-label: राजनीतिक दल- xyxy=(37,1007,98,1019)
left-column xyxy=(30,170,297,1824)
story2-byline: पीपुल्स संवाददाता रायपुर xyxy=(312,746,567,768)
birthday-entry xyxy=(37,266,290,453)
history-drop-cap: भो xyxy=(40,1290,67,1321)
story2-photo-banner: अखिल भारतीय कंवर समाज जिला इकाई रायगढ़ xyxy=(578,747,973,785)
birthday-detail: शिक्षा- स्नातकोत्तर (इतिहास) xyxy=(37,529,147,541)
history-event xyxy=(40,1535,287,1568)
birthday-name: हेमंत सत्यदेव कटारे (विधायक) xyxy=(37,266,184,285)
event-year: 1971 xyxy=(40,1676,68,1690)
detail-label: जन्म स्थान- xyxy=(37,855,82,867)
birthday-detail: जन्मतिथि- 3 दिसंबर 1975 xyxy=(37,500,146,512)
event-year: 1979 xyxy=(40,1711,68,1725)
event-year: 1889 xyxy=(40,1606,68,1620)
